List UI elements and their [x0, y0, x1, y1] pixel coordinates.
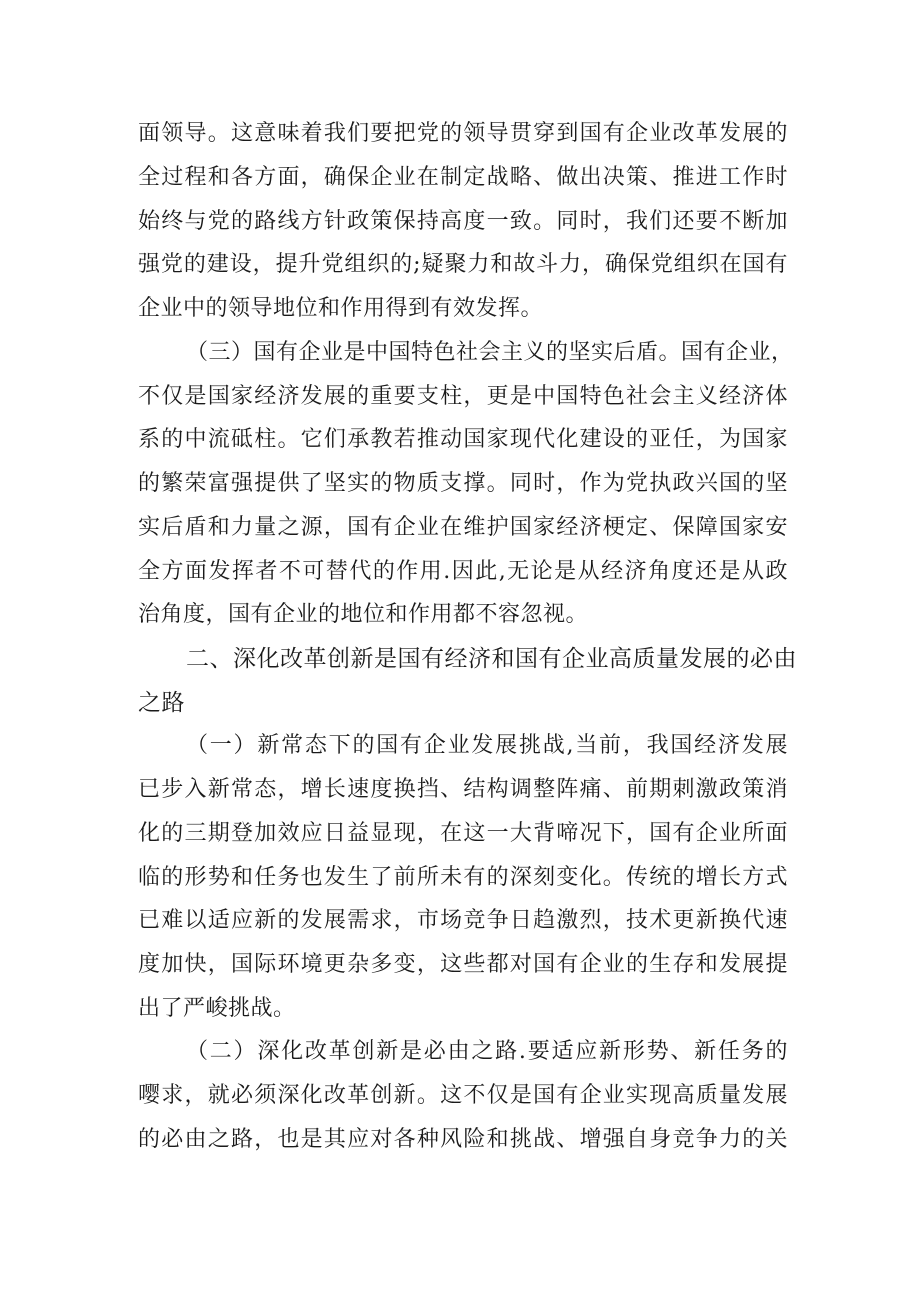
text-line: 临的形势和任务也发生了前所未有的深刻变化。传统的增长方式: [138, 865, 788, 890]
text-line: 全过程和各方面，确保企业在制定战略、做出决策、推进工作时: [138, 165, 788, 190]
text-line: 企业中的领导地位和作用得到有效发挥。: [138, 296, 544, 321]
text-line: （一）新常态下的国有企业发展挑战,当前，我国经济发展: [186, 733, 788, 758]
text-line: （二）深化改革创新是必由之路.要适应新形势、新任务的: [186, 1039, 788, 1064]
text-line: 化的三期登加效应日益显现，在这一大背啼况下，国有企业所面: [138, 821, 788, 846]
text-line: 强党的建设，提升党组织的;疑聚力和故斗力，确保党组织在国有: [138, 252, 788, 277]
text-line: 的必由之路，也是其应对各种风险和挑战、增强自身竞争力的关: [138, 1127, 788, 1152]
text-line: 的繁荣富强提供了坚实的物质支撑。同时，作为党执政兴国的坚: [138, 471, 788, 496]
heading-line: 二、深化改革创新是国有经济和国有企业高质量发展的必由: [186, 646, 797, 672]
heading-line: 之路: [138, 690, 185, 716]
text-line: 嘤求，就必须深化改革创新。这不仅是国有企业实现高质量发展: [138, 1083, 788, 1108]
text-line: 不仅是国家经济发展的重要支柱，更是中国特色社会主义经济体: [138, 384, 788, 409]
text-line: 实后盾和力量之源，国有企业在维护国家经济梗定、保障国家安: [138, 515, 788, 540]
text-line: （三）国有企业是中国特色社会主义的坚实后盾。国有企业，: [186, 340, 794, 365]
text-line: 始终与党的路线方针政策保持高度一致。同时，我们还要不断加: [138, 209, 788, 234]
text-line: 系的中流砥柱。它们承教若推动国家现代化建设的亚任，为国家: [138, 427, 788, 452]
text-line: 已步入新常态，增长速度换挡、结构调整阵痛、前期刺激政策消: [138, 777, 788, 802]
text-line: 度加快，国际环境更杂多变，这些都对国有企业的生存和发展提: [138, 952, 788, 977]
text-line: 出了严峻挑战。: [138, 996, 296, 1021]
text-line: 面领导。这意味着我们要把党的领导贯穿到国有企业改革发展的: [138, 121, 788, 146]
text-line: 治角度，国有企业的地位和作用都不容忽视。: [138, 602, 589, 627]
text-line: 全方面发挥者不可替代的作用.因此,无论是从经济角度还是从政: [138, 559, 788, 584]
text-line: 已难以适应新的发展需求，市场竞争日趋激烈，技术更新换代速: [138, 908, 788, 933]
